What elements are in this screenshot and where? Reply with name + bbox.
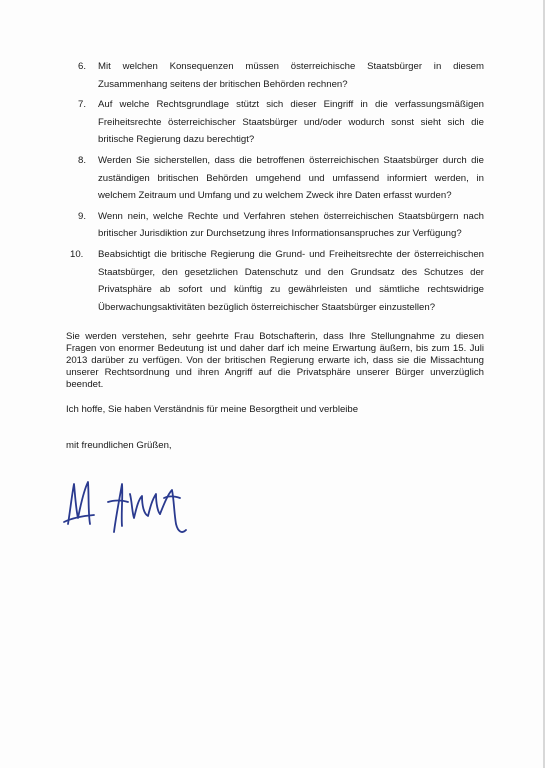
request-paragraph: Sie werden verstehen, sehr geehrte Frau Botschafterin, dass Ihre Stellungnahme zu diesen Fragen von enormer Bedeutung ist und daher darf ich meine Erwartung äußern, bis zum 15. Juli 2013 darüber zu verfügen. Von der britischen Regierung erwarte ich, dass sie die Missachtung unserer Rechtsordnung und ihren Angriff auf die Privatsphäre unserer Bürger unverzüglich beendet. [66,331,484,390]
signature-image [60,472,200,542]
question-item-10 [66,246,484,316]
question-text: Auf welche Rechtsgrundlage stützt sich dieser Eingriff in die verfassungsmäßigen Freiheitsrechte österreichischer Staatsbürger und/oder wodurch sonst sieht sich die britische Regierung dazu berechtigt? [98,99,484,146]
question-number: 7. [78,99,87,111]
question-item-7 [66,96,484,149]
question-text: Beabsichtigt die britische Regierung die Grund- und Freiheitsrechte der österreichischen Staatsbürger, den gesetzlichen Datenschutz und den Grundsatz des Schutzes der Privatsphäre ab sofort und künftig zu gewährleisten und sämtliche rechtswidrige Überwachungsaktivitäten bezüglich österreichischer Staatsbürger einzustellen? [98,248,484,313]
question-item-6 [66,58,484,93]
question-number: 10. [70,248,84,260]
question-text: Wenn nein, welche Rechte und Verfahren stehen österreichischen Staatsbürgern nach britischer Jurisdiktion zur Durchsetzung ihres Informationsanspruches zur Verfügung? [98,210,484,240]
closing-salutation: mit freundlichen Grüßen, [66,440,172,451]
question-number: 8. [78,154,87,166]
question-list [66,58,484,319]
question-item-8 [66,152,484,205]
question-number: 9. [78,210,87,222]
question-number: 6. [78,61,87,72]
hope-paragraph: Ich hoffe, Sie haben Verständnis für meine Besorgtheit und verbleibe [66,404,359,415]
question-text: Mit welchen Konsequenzen müssen österreichische Staatsbürger in diesem Zusammenhang seitens der britischen Behörden rechnen? [98,61,484,90]
question-text: Werden Sie sicherstellen, dass die betroffenen österreichischen Staatsbürger durch die zuständigen britischen Behörden umgehend und umfassend informiert werden, in welchem Zeitraum und Umfang und zu welchem Zweck ihre Daten erfasst wurden? [98,154,484,202]
question-item-9 [66,208,484,243]
